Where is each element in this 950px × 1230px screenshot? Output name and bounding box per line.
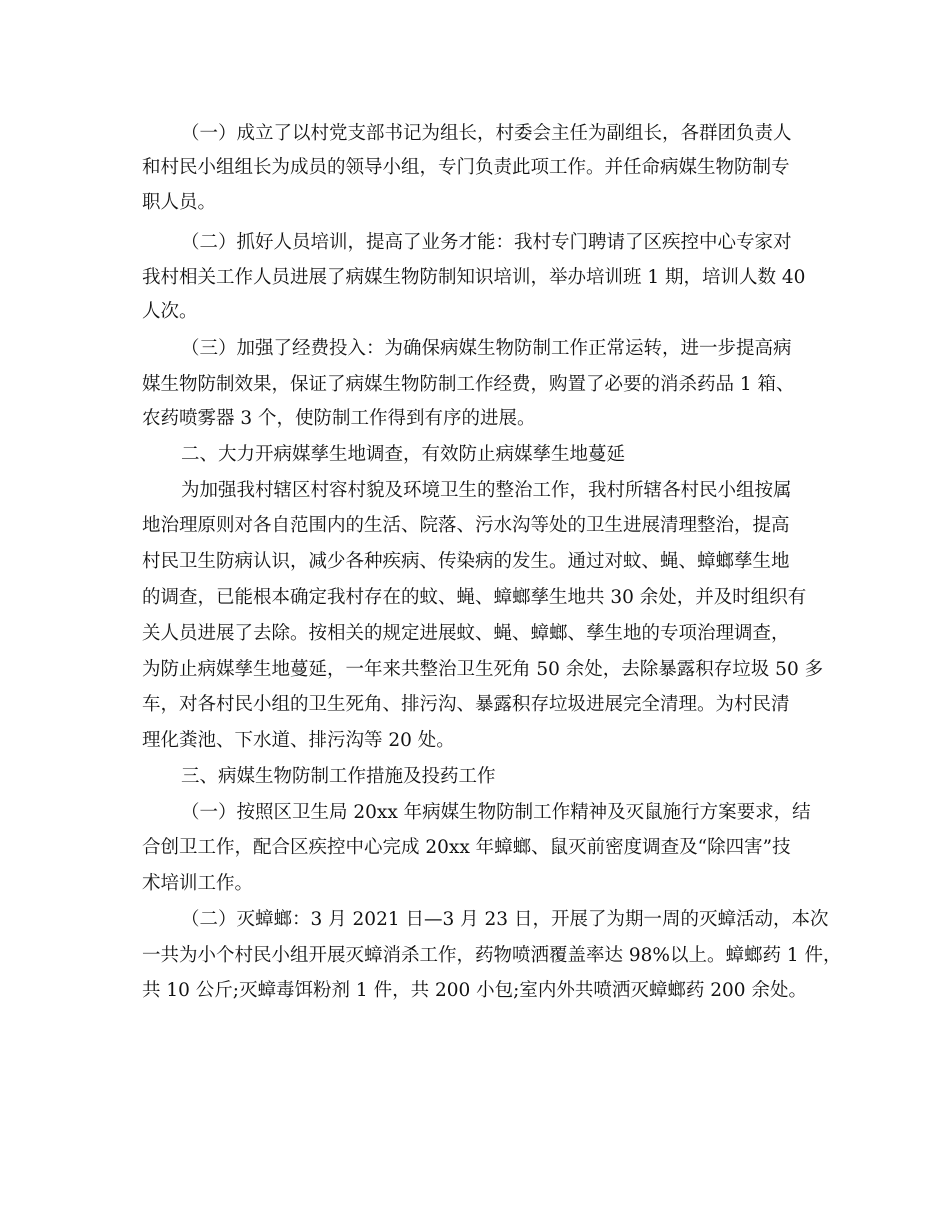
text-line: 村民卫生防病认识，减少各种疾病、传染病的发生。通过对蚊、蝇、蟑螂孳生地 — [142, 551, 790, 572]
text-line: 关人员进展了去除。按相关的规定进展蚊、蝇、蟑螂、孳生地的专项治理调查， — [142, 623, 790, 644]
text-line: （二）抓好人员培训，提高了业务才能：我村专门聘请了区疾控中心专家对 — [181, 232, 792, 253]
text-line: 我村相关工作人员进展了病媒生物防制知识培训，举办培训班 1 期，培训人数 40 — [142, 267, 806, 288]
text-line: 职人员。 — [142, 192, 217, 213]
text-line: 合创卫工作，配合区疾控中心完成 20xx 年蟑螂、鼠灭前密度调查及“除四害”技 — [142, 837, 791, 858]
section-heading: 三、病媒生物防制工作措施及投药工作 — [181, 766, 496, 787]
text-line: （三）加强了经费投入：为确保病媒生物防制工作正常运转，进一步提高病 — [181, 338, 792, 359]
text-line: 术培训工作。 — [142, 873, 254, 894]
section-heading: 二、大力开病媒孳生地调查，有效防止病媒孳生地蔓延 — [181, 444, 626, 465]
text-line: 一共为小个村民小组开展灭蟑消杀工作，药物喷洒覆盖率达 98%以上。蟑螂药 1 件， — [142, 945, 842, 966]
text-line: （一）成立了以村党支部书记为组长，村委会主任为副组长，各群团负责人 — [181, 123, 792, 144]
text-line: 媒生物防制效果，保证了病媒生物防制工作经费，购置了必要的消杀药品 1 箱、 — [142, 374, 795, 395]
text-line: 共 10 公斤;灭蟑毒饵粉剂 1 件，共 200 小包;室内外共喷洒灭蟑螂药 200 余处。 — [142, 980, 807, 1001]
text-line: 农药喷雾器 3 个，使防制工作得到有序的进展。 — [142, 408, 536, 429]
text-line: 的调查，已能根本确定我村存在的蚊、蝇、蟑螂孳生地共 30 余处，并及时组织有 — [142, 587, 807, 608]
text-line: 人次。 — [142, 301, 198, 322]
text-line: （二）灭蟑螂：3 月 2021 日—3 月 23 日，开展了为期一周的灭蟑活动，本次 — [181, 909, 829, 930]
text-line: 理化粪池、下水道、排污沟等 20 处。 — [142, 730, 455, 751]
text-line: （一）按照区卫生局 20xx 年病媒生物防制工作精神及灭鼠施行方案要求，结 — [181, 802, 811, 823]
text-line: 和村民小组组长为成员的领导小组，专门负责此项工作。并任命病媒生物防制专 — [142, 157, 790, 178]
text-line: 为加强我村辖区村容村貌及环境卫生的整治工作，我村所辖各村民小组按属 — [181, 480, 792, 501]
text-line: 为防止病媒孳生地蔓延，一年来共整治卫生死角 50 余处，去除暴露积存垃圾 50 多 — [142, 659, 824, 680]
text-line: 车，对各村民小组的卫生死角、排污沟、暴露积存垃圾进展完全清理。为村民清 — [142, 694, 790, 715]
text-line: 地治理原则对各自范围内的生活、院落、污水沟等处的卫生进展清理整治，提高 — [142, 515, 790, 536]
